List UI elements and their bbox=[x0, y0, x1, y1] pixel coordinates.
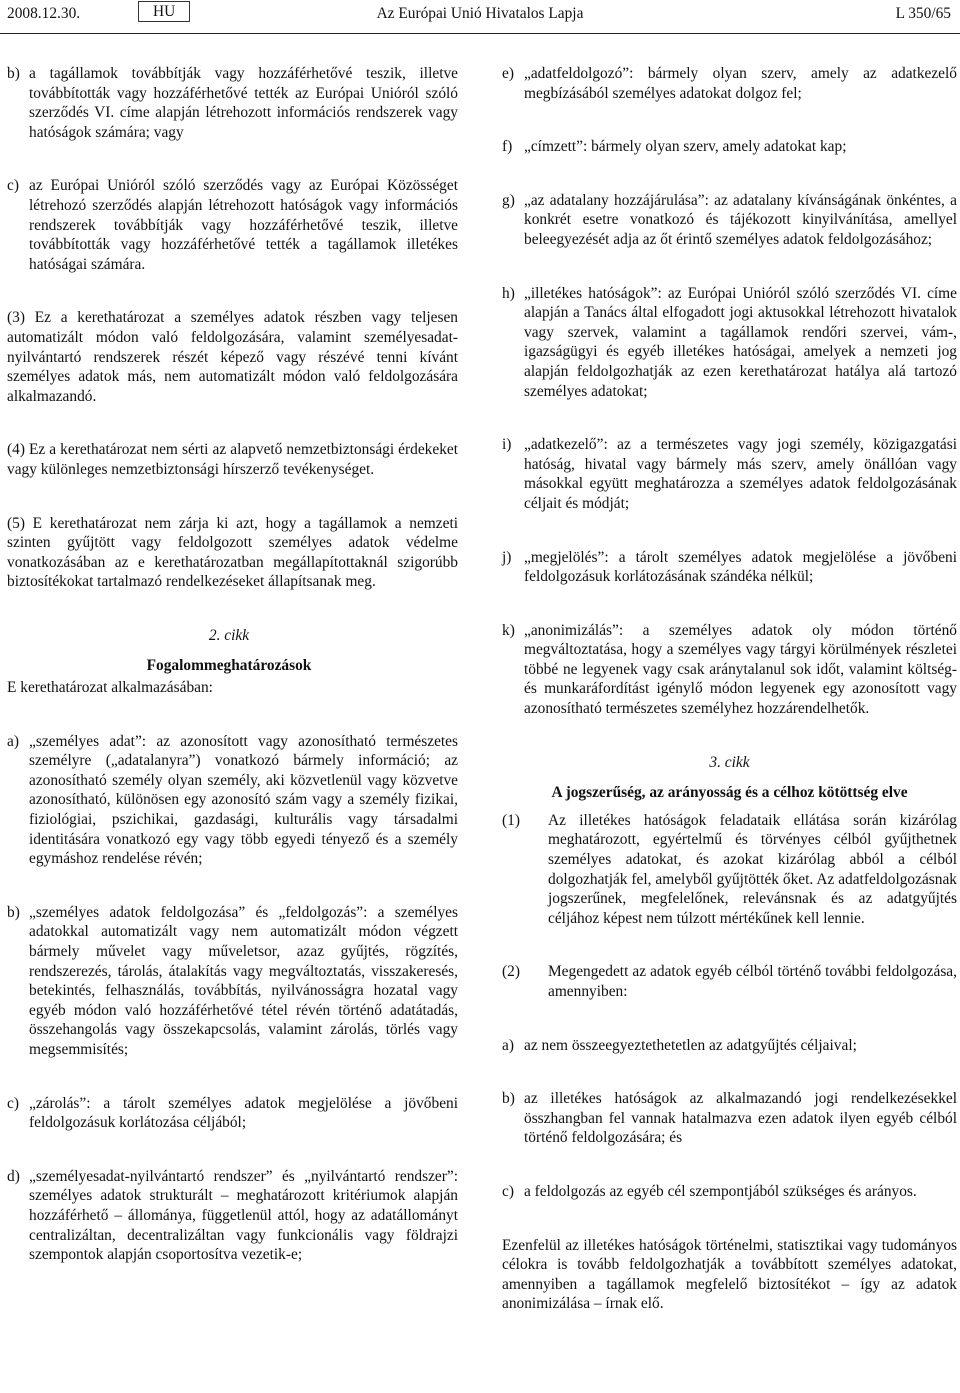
page-number: L 350/65 bbox=[895, 5, 951, 22]
definition-a bbox=[7, 732, 458, 869]
article-3-number: 3. cikk bbox=[709, 753, 750, 771]
item-label: h) bbox=[502, 284, 515, 302]
paragraph-number: (1) bbox=[502, 811, 520, 829]
definition-f bbox=[502, 137, 957, 157]
language-badge: HU bbox=[138, 1, 190, 22]
item-label: j) bbox=[502, 548, 512, 566]
page-header bbox=[0, 0, 960, 30]
article-2-title: Fogalommeghatározások bbox=[146, 657, 312, 675]
item-text: „zárolás”: a tárolt személyes adatok megjelölése a jövőbeni feldolgozásuk korlátozása céljából; bbox=[29, 1094, 458, 1132]
paragraph-text: Megengedett az adatok egyéb célból történő további feldolgozása, amennyiben: bbox=[548, 963, 957, 1000]
item-label: b) bbox=[7, 65, 20, 82]
list-item-b-top bbox=[7, 64, 458, 142]
paragraph-number: (2) bbox=[502, 963, 520, 981]
item-label: a) bbox=[502, 1036, 514, 1054]
article-2-number: 2. cikk bbox=[208, 626, 250, 644]
definition-g bbox=[502, 191, 957, 250]
left-column bbox=[0, 64, 458, 1265]
item-text: „személyes adat”: az azonosított vagy azonosítható természetes személyre („adatalanyra”) vonatkozó bármely információ; az azonosítható személy olyan személy, aki közvetlenül vagy közvetve azonosítható, különösen egy azonosító szám vagy a személy fizikai, fiziológiai, pszichikai, gazdasági, kulturális vagy társadalmi identitására vonatkozó egy vagy több egyedi tényező és a személy egymáshoz rendelése révén; bbox=[29, 732, 458, 868]
article-3-title: A jogszerűség, az arányosság és a célhoz kötöttség elve bbox=[551, 784, 908, 802]
item-text: „adatfeldolgozó”: bármely olyan szerv, amely az adatkezelő megbízásából személyes adatokat dolgoz fel; bbox=[524, 65, 957, 102]
item-text: „illetékes hatóságok”: az Európai Unióról szóló szerződés VI. címe alapján a Tanács által elfogadott jogi aktusokkal létrehozott hivatalok vagy szervek, valamint a tagállamok rendőri szervei, vám-, igazságügyi és egyéb illetékes hatóságai, amelyek a nemzeti jog alapján feldolgozhatják az ezen kerethatározat hatálya alá tartozó személyes adatokat; bbox=[524, 284, 957, 400]
item-label: c) bbox=[502, 1182, 514, 1200]
definition-j bbox=[502, 548, 957, 587]
item-text: „személyes adatok feldolgozása” és „feldolgozás”: a személyes adatokkal automatizált vagy nem automatizált módon végzett bármely művelet vagy műveletsor, azaz gyűjtés, rögzítés, rendszerezés, tárolás, átalakítás vagy megváltoztatás, visszakeresés, betekintés, felhasználás, továbbítás, nyilvánosságra hozatal vagy egyéb módon való hozzáférhetővé tétel révén történő adatátadás, összehangolás vagy összekapcsolás, valamint zárolás, törlés vagy megsemmisítés; bbox=[29, 903, 458, 1058]
definition-d bbox=[7, 1167, 458, 1265]
paragraph-5: (5) E kerethatározat nem zárja ki azt, hogy a tagállamok a nemzeti szinten gyűjtött vagy feldolgozott személyes adatok védelme vonatkozásában az e kerethatározatban megállapítottaknál szigorúbb biztosítékokat tartalmazó rendelkezéseket állapítsanak meg. bbox=[7, 514, 458, 591]
item-text: az nem összeegyeztethetetlen az adatgyűjtés céljaival; bbox=[524, 1036, 857, 1054]
item-label: e) bbox=[502, 65, 514, 82]
item-text: „személyesadat-nyilvántartó rendszer” és „nyilvántartó rendszer”: személyes adatok strukturált – meghatározott kritériumok alapján hozzáférhető – állománya, függetlenül attól, hogy az adatállományt centralizáltan, decentralizáltan vagy funkcionális vagy földrajzi szempontok alapján csoportosítva vezetik-e; bbox=[29, 1167, 458, 1264]
article-3-paragraph-2 bbox=[502, 962, 957, 1001]
item-label: c) bbox=[7, 177, 19, 195]
definition-i bbox=[502, 435, 957, 513]
definition-c bbox=[7, 1094, 458, 1133]
item-label: f) bbox=[502, 138, 513, 156]
list-item-c-top bbox=[7, 176, 458, 274]
item-text: a tagállamok továbbítják vagy hozzáférhetővé teszik, illetve továbbították vagy hozzáférhetővé tették az Európai Unióról szóló szerződés VI. címe alapján létrehozott információs rendszerek vagy hatóságok számára; vagy bbox=[29, 65, 458, 141]
item-text: „megjelölés”: a tárolt személyes adatok megjelölése a jövőbeni feldolgozásuk korlátozásának szándéka nélkül; bbox=[524, 548, 957, 586]
header-rule bbox=[0, 33, 960, 34]
article-3-paragraph-1 bbox=[502, 811, 957, 929]
item-text: az illetékes hatóságok az alkalmazandó jogi rendelkezésekkel összhangban fel vannak hatalmazva ezen adatok ilyen egyéb célból történő feldolgozására; és bbox=[524, 1090, 957, 1147]
item-text: „adatkezelő”: az a természetes vagy jogi személy, közigazgatási hatóság, hivatal vagy bármely más szerv, amely önállóan vagy másokkal együtt meghatározza a személyes adatok feldolgozásának céljait és módját; bbox=[524, 436, 957, 512]
item-label: c) bbox=[7, 1094, 19, 1112]
item-label: g) bbox=[502, 191, 515, 209]
closing-paragraph: Ezenfelül az illetékes hatóságok történelmi, statisztikai vagy tudományos célokra is tovább feldolgozhatják a továbbított személyes adatokat, amennyiben a tagállamok megfelelő biztosítékot – így az adatok anonimizálása – írnak elő. bbox=[502, 1236, 957, 1313]
item-label: b) bbox=[7, 903, 20, 921]
right-column bbox=[502, 64, 957, 1314]
item-label: a) bbox=[7, 732, 19, 750]
paragraph-4: (4) Ez a kerethatározat nem sérti az alapvető nemzetbiztonsági érdekeket vagy különleges nemzetbiztonsági hírszerző tevékenységet. bbox=[7, 441, 458, 478]
item-label: i) bbox=[502, 436, 512, 454]
item-text: „anonimizálás”: a személyes adatok oly módon történő megváltoztatása, hogy a személyes vagy tárgyi körülmények részletei többé ne legyenek vagy csak aránytalanul sok időt, valamint költség- és munkaráfordítást igénylő módon legyenek egy azonosított vagy azonosítható természetes személyhez hozzárendelhetők. bbox=[524, 621, 957, 718]
definition-k bbox=[502, 621, 957, 719]
paragraph-text: Az illetékes hatóságok feladataik ellátása során kizárólag meghatározott, egyértelmű és törvényes célból gyűjthetnek személyes adatokat, és azokat kizárólag abból a célból dolgozhatják fel, amelyből gyűjtötték őket. Az adatfeldolgozásnak jogszerűnek, megfelelőnek, relevánsnak és az adatgyűjtés céljához képest nem túlzott mértékűnek kell lennie. bbox=[548, 811, 957, 927]
condition-b bbox=[502, 1089, 957, 1148]
item-label: b) bbox=[502, 1090, 515, 1108]
publication-date: 2008.12.30. bbox=[7, 5, 81, 22]
article-2-intro: E kerethatározat alkalmazásában: bbox=[7, 679, 213, 697]
definition-b bbox=[7, 903, 458, 1060]
definition-e bbox=[502, 64, 957, 103]
paragraph-3: (3) Ez a kerethatározat a személyes adatok részben vagy teljesen automatizált módon való feldolgozására, valamint személyesadat-nyilvántartó rendszerek részét képező vagy részévé tenni kívánt személyes adatok más, nem automatizált módon való feldolgozására alkalmazandó. bbox=[7, 309, 458, 405]
journal-title: Az Európai Unió Hivatalos Lapja bbox=[376, 5, 584, 22]
item-text: „az adatalany hozzájárulása”: az adatalany kívánságának önkéntes, a konkrét esetre vonatkozó és tájékozott kinyilvánítása, amellyel beleegyezését adja az őt érintő személyes adatok feldolgozásához; bbox=[524, 191, 957, 248]
item-label: k) bbox=[502, 621, 515, 639]
item-text: az Európai Unióról szóló szerződés vagy az Európai Közösséget létrehozó szerződés alapján létrehozott hatóságok vagy információs rendszerek továbbítják vagy hozzáférhetővé teszik, illetve továbbították vagy hozzáférhetővé tették a tagállamok illetékes hatóságai számára. bbox=[29, 177, 458, 273]
definition-h bbox=[502, 284, 957, 402]
item-text: „címzett”: bármely olyan szerv, amely adatokat kap; bbox=[524, 138, 847, 156]
condition-a bbox=[502, 1036, 957, 1056]
item-label: d) bbox=[7, 1167, 20, 1185]
item-text: a feldolgozás az egyéb cél szempontjából szükséges és arányos. bbox=[524, 1182, 917, 1200]
condition-c bbox=[502, 1182, 957, 1202]
